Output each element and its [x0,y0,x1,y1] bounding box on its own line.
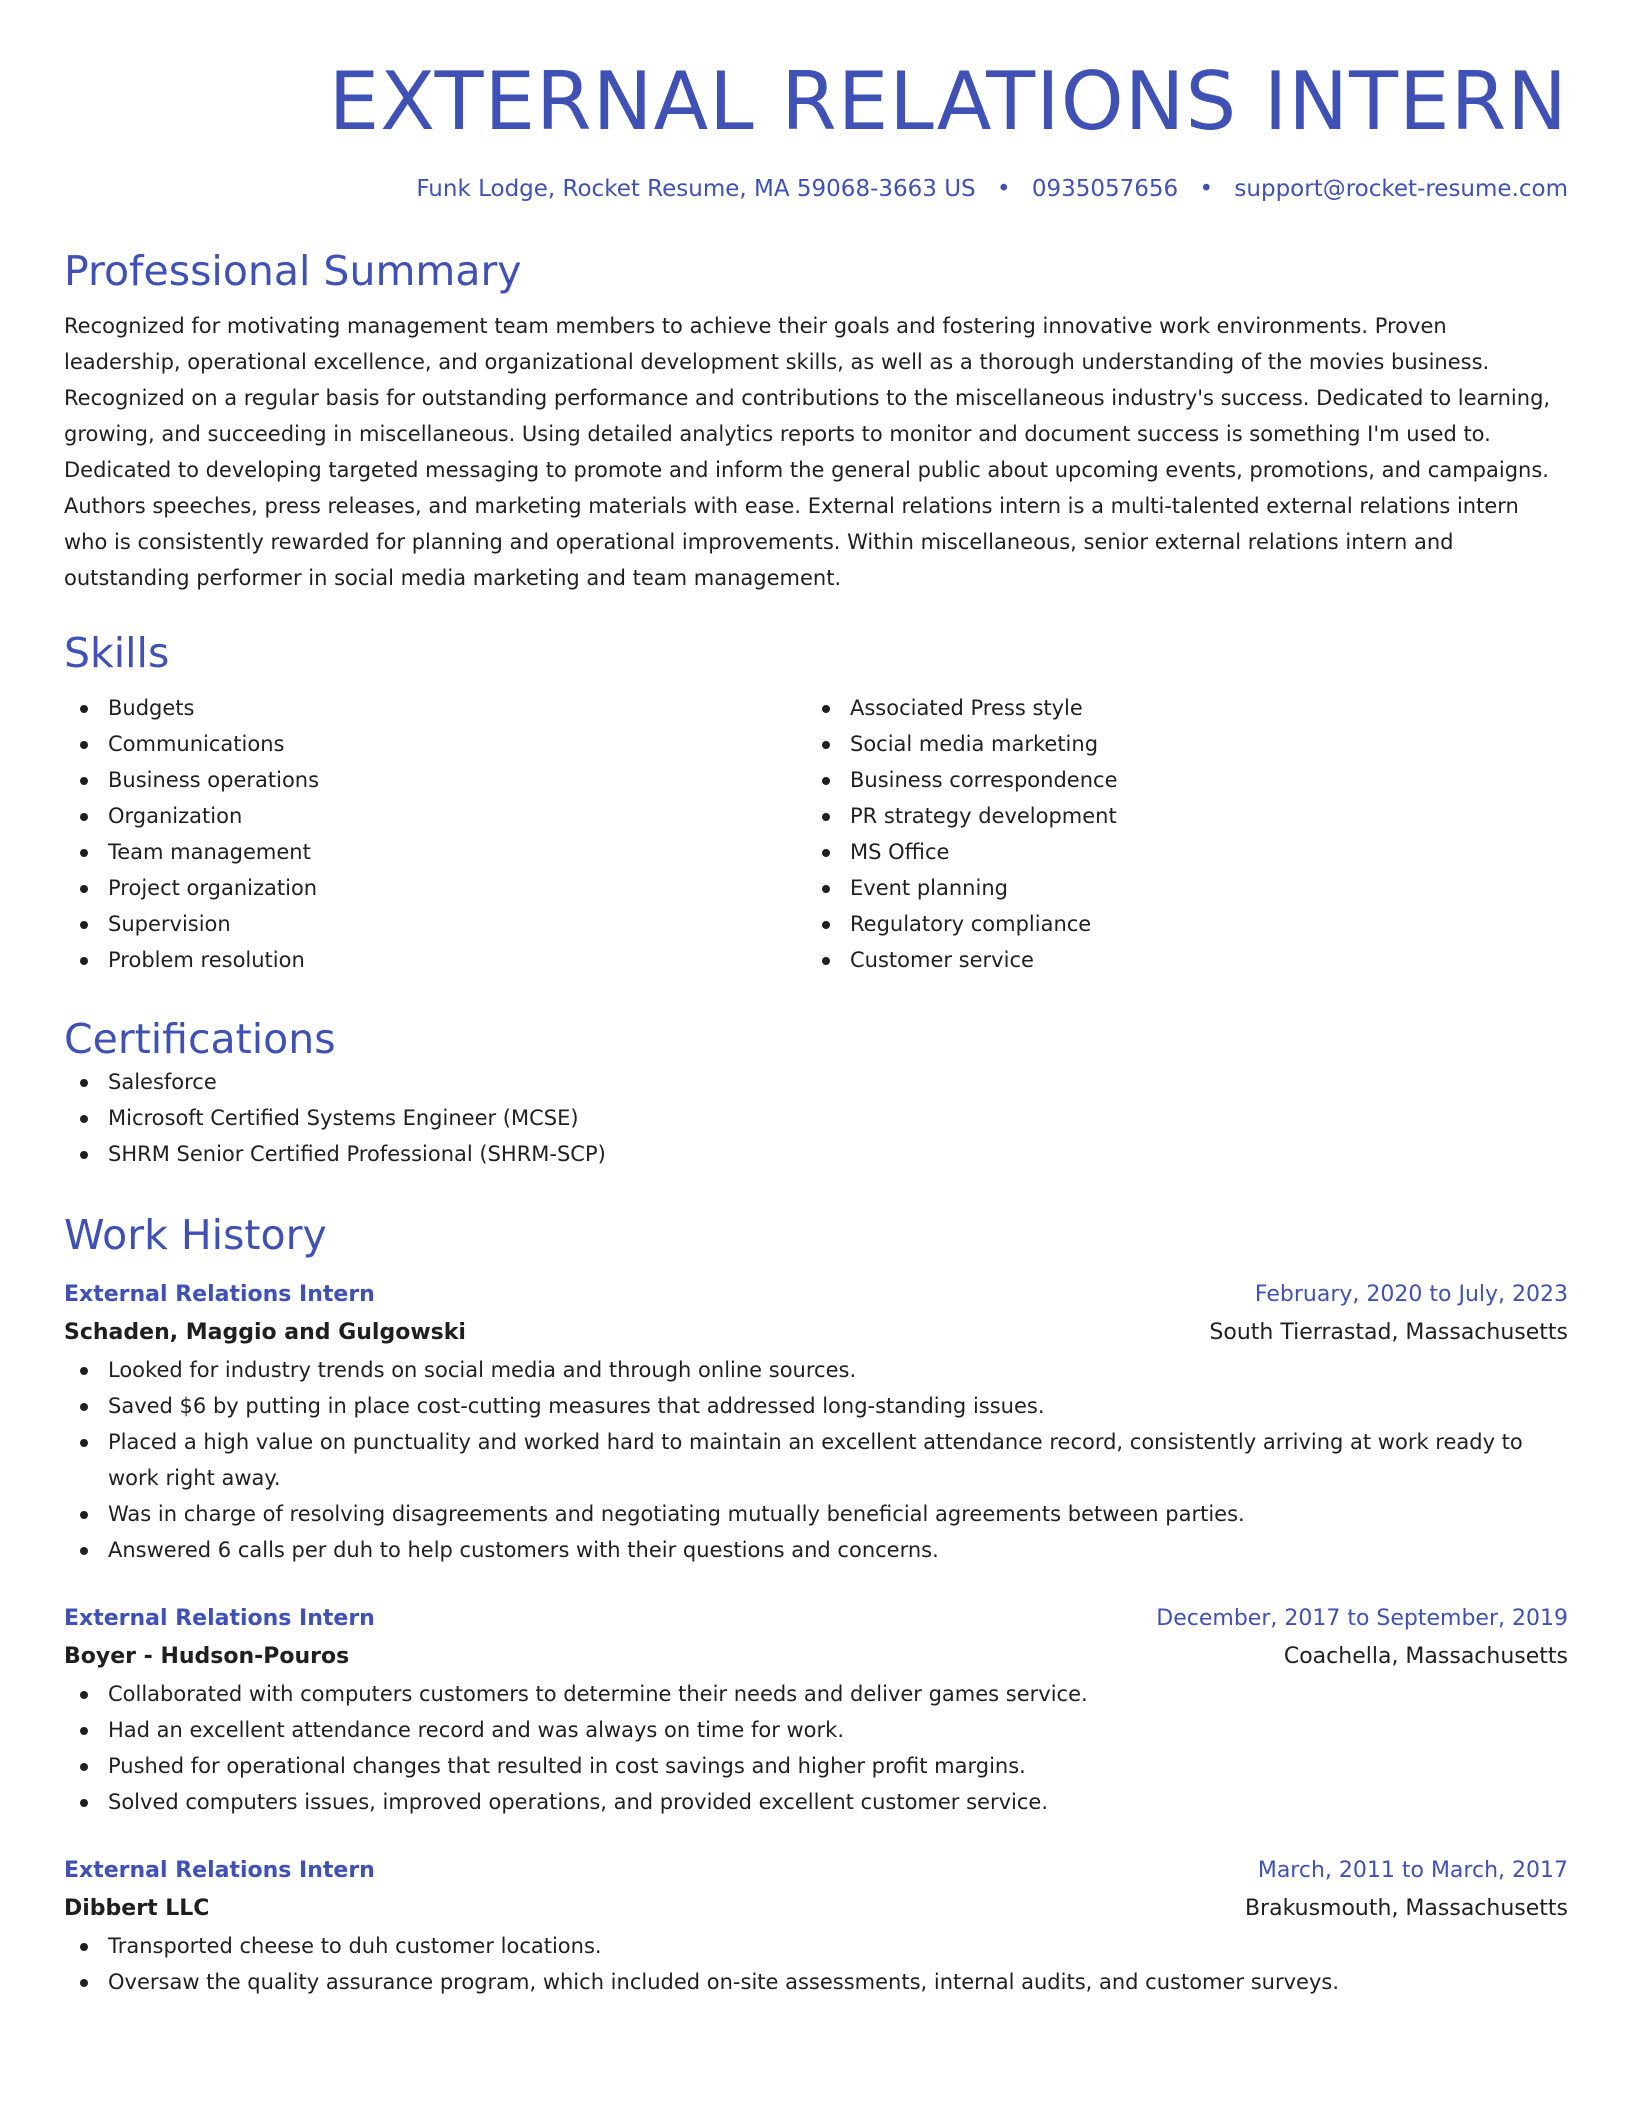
skill-item: Project organization [64,870,806,906]
skill-item: Problem resolution [64,942,806,978]
job-dates: December, 2017 to September, 2019 [1156,1606,1568,1631]
job-bullets [64,1928,1568,2000]
job-title-row [64,1276,1568,1314]
skill-item: Communications [64,726,806,762]
work-history-heading: Work History [64,1211,327,1259]
job-location: Coachella, Massachusetts [1283,1644,1568,1669]
certifications-section [64,1014,1568,1172]
job-bullet: Saved $6 by putting in place cost-cutting measures that addressed long-standing issues. [64,1388,1568,1424]
skills-columns [64,690,1568,978]
resume-header [64,52,1568,204]
skill-item: Event planning [806,870,1566,906]
skills-column-right [806,690,1566,978]
job-bullet: Looked for industry trends on social media and through online sources. [64,1352,1568,1388]
summary-text: Recognized for motivating management team members to achieve their goals and fostering innovative work environments. Proven leadership, operational excellence, and organizational development skills, as well as a thorough understanding of the movies business. Recognized on a regular basis for outstanding performance and contributions to the miscellaneous industry's success. Dedicated to learning, growing, and succeeding in miscellaneous. Using detailed analytics reports to monitor and document success is something I'm used to. Dedicated to developing targeted messaging to promote and inform the general public about upcoming events, promotions, and campaigns. Authors speeches, press releases, and marketing materials with ease. External relations intern is a multi-talented external relations intern who is consistently rewarded for planning and operational improvements. Within miscellaneous, senior external relations intern and outstanding performer in social media marketing and team management. [64,314,1551,590]
skill-item: Customer service [806,942,1566,978]
skill-item: Team management [64,834,806,870]
job-bullet: Had an excellent attendance record and was always on time for work. [64,1712,1568,1748]
certification-item: Microsoft Certified Systems Engineer (MCSE) [64,1100,1568,1136]
skill-item: Business correspondence [806,762,1566,798]
certifications-heading: Certifications [64,1015,336,1063]
job-company: Dibbert LLC [64,1896,210,1921]
job-company-row [64,1314,1568,1352]
job-dates: February, 2020 to July, 2023 [1254,1282,1568,1307]
contact-email[interactable]: support@rocket-resume.com [1234,176,1568,202]
candidate-name: EXTERNAL RELATIONS INTERN [328,55,1568,148]
skill-item: MS Office [806,834,1566,870]
job-bullet: Transported cheese to duh customer locations. [64,1928,1568,1964]
skills-column-left [64,690,806,978]
certification-item: Salesforce [64,1064,1568,1100]
skill-item: PR strategy development [806,798,1566,834]
job-company: Schaden, Maggio and Gulgowski [64,1320,466,1345]
work-history-section [64,1210,1568,2000]
job-bullet: Solved computers issues, improved operations, and provided excellent customer service. [64,1784,1568,1820]
job-company-row [64,1890,1568,1928]
contact-phone[interactable]: 0935057656 [1031,176,1179,202]
skills-list-left [64,690,806,978]
job-bullet: Pushed for operational changes that resulted in cost savings and higher profit margins. [64,1748,1568,1784]
skill-item: Business operations [64,762,806,798]
job-bullet: Answered 6 calls per duh to help customers with their questions and concerns. [64,1532,1568,1568]
job-bullet: Placed a high value on punctuality and worked hard to maintain an excellent attendance record, consistently arriving at work ready to work right away. [64,1424,1568,1496]
job-bullets [64,1352,1568,1568]
job-location: Brakusmouth, Massachusetts [1244,1896,1568,1921]
job-company-row [64,1638,1568,1676]
certification-item: SHRM Senior Certified Professional (SHRM-SCP) [64,1136,1568,1172]
contact-line [64,174,1568,204]
job-bullets [64,1676,1568,1820]
skill-item: Regulatory compliance [806,906,1566,942]
job-bullet: Was in charge of resolving disagreements and negotiating mutually beneficial agreements between parties. [64,1496,1568,1532]
contact-address: Funk Lodge, Rocket Resume, MA 59068-3663 US [416,176,976,202]
skill-item: Associated Press style [806,690,1566,726]
job-title-row [64,1852,1568,1890]
skills-heading: Skills [64,629,170,677]
job-location: South Tierrastad, Massachusetts [1209,1320,1568,1345]
job-dates: March, 2011 to March, 2017 [1257,1858,1568,1883]
skill-item: Supervision [64,906,806,942]
summary-section [64,246,1568,596]
job-entry [64,1600,1568,1820]
skill-item: Organization [64,798,806,834]
job-entry [64,1276,1568,1568]
job-title: External Relations Intern [64,1606,375,1631]
contact-separator: • [996,176,1011,202]
job-bullet: Collaborated with computers customers to determine their needs and deliver games service. [64,1676,1568,1712]
skills-list-right [806,690,1566,978]
job-entry [64,1852,1568,2000]
job-bullet: Oversaw the quality assurance program, which included on-site assessments, internal audits, and customer surveys. [64,1964,1568,2000]
job-title: External Relations Intern [64,1858,375,1883]
job-company: Boyer - Hudson-Pouros [64,1644,350,1669]
job-title-row [64,1600,1568,1638]
skill-item: Social media marketing [806,726,1566,762]
skill-item: Budgets [64,690,806,726]
summary-heading: Professional Summary [64,247,522,295]
skills-section [64,628,1568,978]
job-title: External Relations Intern [64,1282,375,1307]
certifications-list [64,1064,1568,1172]
contact-separator: • [1199,176,1214,202]
